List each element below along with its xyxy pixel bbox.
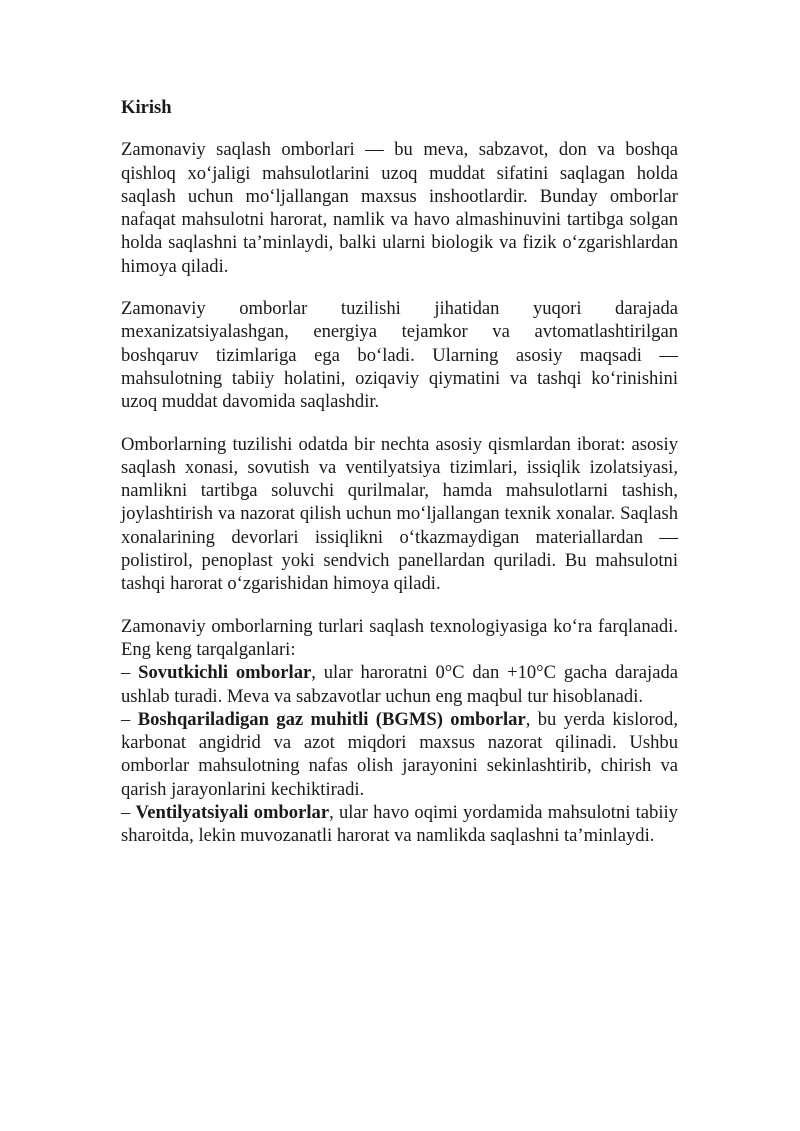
list-item-term: Sovutkichli omborlar [138, 662, 312, 684]
types-intro: Zamonaviy omborlarning turlari saqlash texnologiyasiga ko‘ra farqlanadi. Eng keng tarqalganlari: [121, 615, 678, 660]
paragraph-components: Omborlarning tuzilishi odatda bir nechta asosiy qismlardan iborat: asosiy saqlash xonasi, sovutish va ventilyatsiya tizimlari, issiqlik izolatsiyasi, namlikni tartibga soluvchi qurilmalar, hamda mahsulotlarni tashish, joylashtirish va nazorat qilish uchun mo‘ljallangan texnik xonalar. Saqlash xonalarining devorlari issiqlikni o‘tkazmaydigan materiallardan — polistirol, penoplast yoki sendvich panellardan quriladi. Bu mahsulotni tashqi harorat o‘zgarishidan himoya qiladi. [121, 433, 678, 595]
list-item-text: , ular haroratni 0°C dan +10°C gacha darajada ushlab turadi. Meva va sabzavotlar uchun eng maqbul tur hisoblanadi. [121, 662, 679, 707]
document-page [121, 96, 678, 848]
list-item-term: Ventilyatsiyali omborlar [135, 802, 330, 824]
section-heading: Kirish [121, 97, 172, 118]
list-item [121, 708, 678, 801]
list-item-text: , ular havo oqimi yordamida mahsulotni tabiiy sharoitda, lekin muvozanatli harorat va namlikda saqlashni ta’minlaydi. [121, 802, 678, 847]
list-dash: – [121, 662, 139, 684]
paragraph-structure: Zamonaviy omborlar tuzilishi jihatidan yuqori darajada mexanizatsiyalashgan, energiya tejamkor va avtomatlashtirilgan boshqaruv tizimlariga ega bo‘ladi. Ularning asosiy maqsadi — mahsulotning tabiiy holatini, oziqaviy qiymatini va tashqi ko‘rinishini uzoq muddat davomida saqlashdir. [121, 298, 678, 413]
list-dash: – [121, 802, 136, 824]
list-item [121, 661, 678, 708]
list-item-term: Boshqariladigan gaz muhitli (BGMS) omborlar [137, 708, 526, 730]
types-section [121, 615, 678, 848]
paragraph-intro: Zamonaviy saqlash omborlari — bu meva, sabzavot, don va boshqa qishloq xo‘jaligi mahsulotlarini uzoq muddat sifatini saqlagan holda saqlash uchun mo‘ljallangan maxsus inshootlardir. Bunday omborlar nafaqat mahsulotni harorat, namlik va havo almashinuvini tartibga solgan holda saqlashni ta’minlaydi, balki ularni biologik va fizik o‘zgarishlardan himoya qiladi. [121, 139, 678, 277]
list-item [121, 801, 678, 848]
list-dash: – [121, 708, 138, 730]
list-item-text: , bu yerda kislorod, karbonat angidrid va azot miqdori maxsus nazorat qilinadi. Ushbu omborlar mahsulotning nafas olish jarayonini sekinlashtirib, chirish va qarish jarayonlarini kechiktiradi. [121, 708, 678, 800]
